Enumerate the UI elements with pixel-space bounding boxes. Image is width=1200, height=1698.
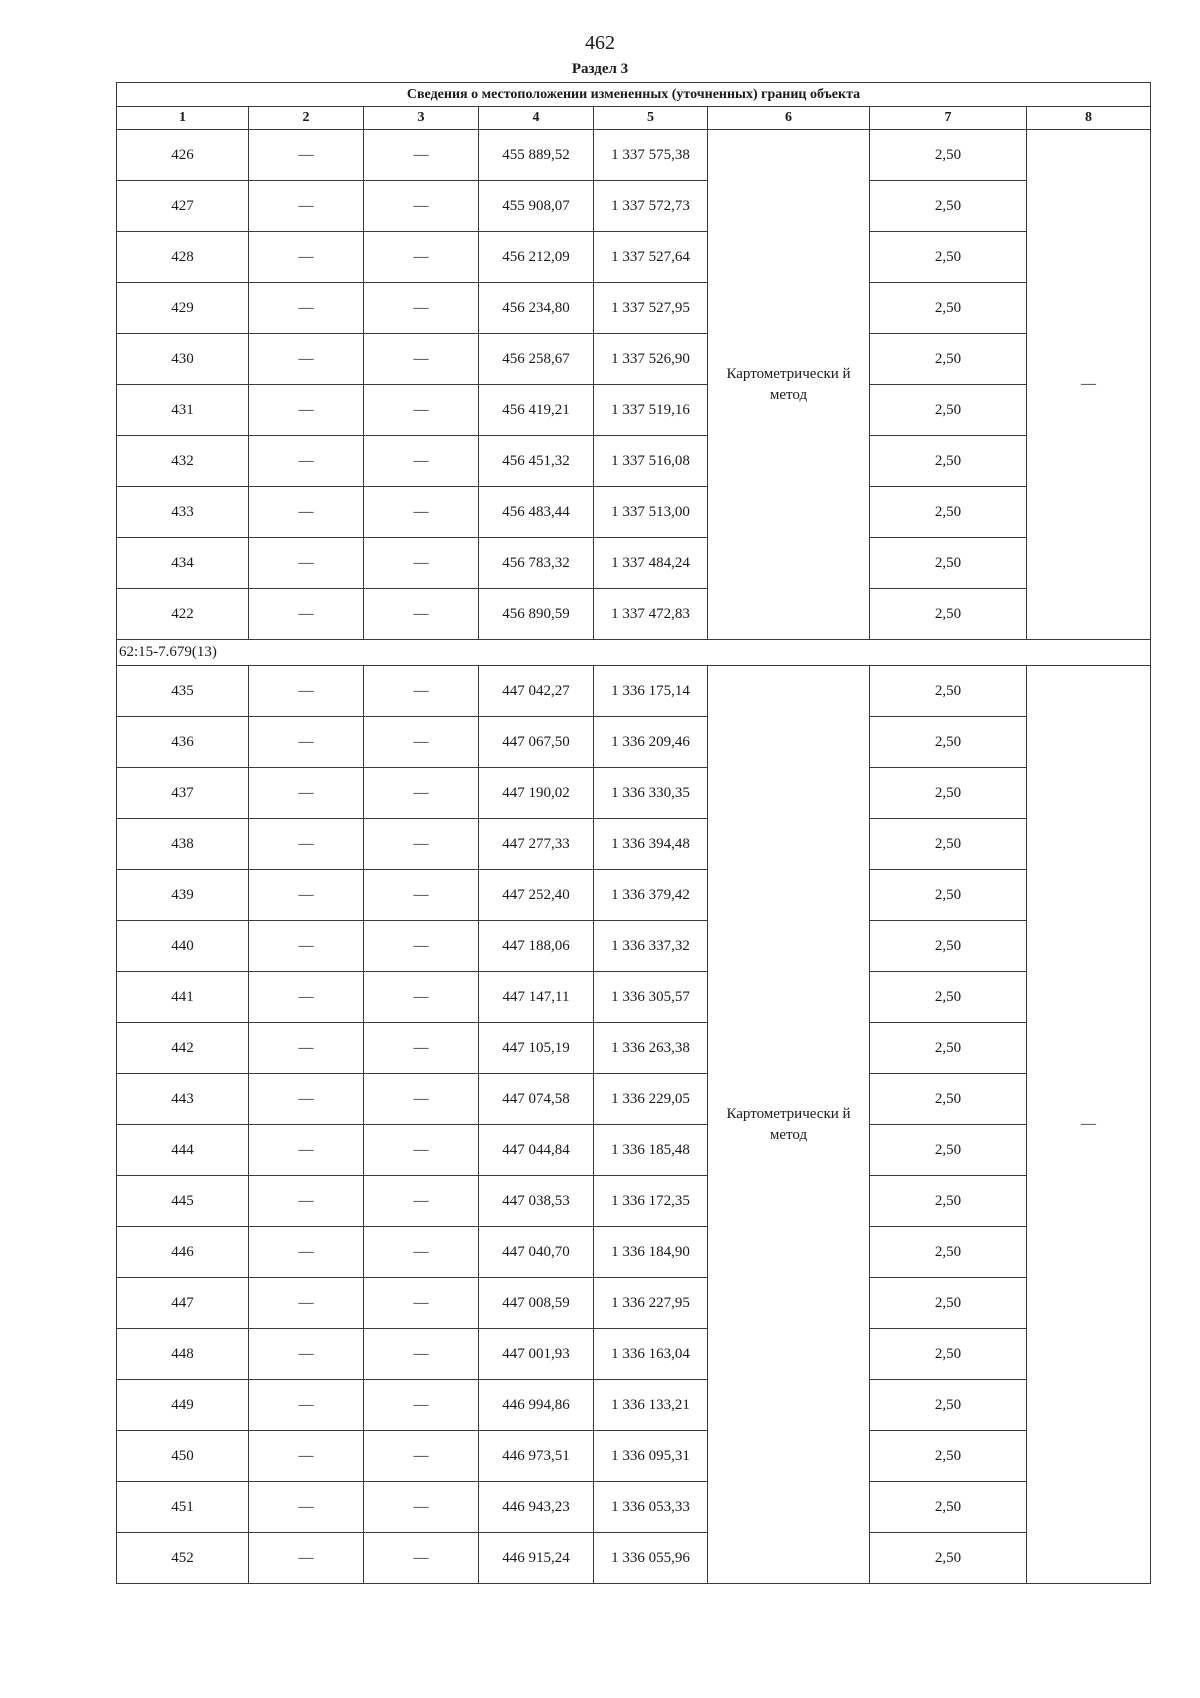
col2-dash: — [249, 921, 364, 972]
coordinate-x: 447 001,93 [479, 1329, 594, 1380]
table-row [117, 1278, 1151, 1329]
coordinate-x: 456 258,67 [479, 334, 594, 385]
table-row [117, 589, 1151, 640]
col2-dash: — [249, 487, 364, 538]
col3-dash: — [364, 334, 479, 385]
accuracy-value: 2,50 [870, 921, 1027, 972]
col3-dash: — [364, 1227, 479, 1278]
point-number: 437 [117, 768, 249, 819]
point-number: 449 [117, 1380, 249, 1431]
column-number-row [117, 107, 1151, 130]
col3-dash: — [364, 232, 479, 283]
table-row [117, 130, 1151, 181]
col2-dash: — [249, 666, 364, 717]
column-number: 3 [364, 107, 479, 130]
coordinate-y: 1 337 575,38 [594, 130, 708, 181]
col3-dash: — [364, 1482, 479, 1533]
col3-dash: — [364, 870, 479, 921]
coordinate-x: 447 190,02 [479, 768, 594, 819]
point-number: 442 [117, 1023, 249, 1074]
table-row [117, 666, 1151, 717]
coordinate-x: 446 994,86 [479, 1380, 594, 1431]
coordinate-x: 447 105,19 [479, 1023, 594, 1074]
col2-dash: — [249, 1176, 364, 1227]
column-number: 4 [479, 107, 594, 130]
coordinate-x: 455 908,07 [479, 181, 594, 232]
accuracy-value: 2,50 [870, 589, 1027, 640]
point-number: 450 [117, 1431, 249, 1482]
point-number: 431 [117, 385, 249, 436]
table-row [117, 1482, 1151, 1533]
coordinate-x: 456 234,80 [479, 283, 594, 334]
col2-dash: — [249, 232, 364, 283]
table-row [117, 1125, 1151, 1176]
accuracy-value: 2,50 [870, 1074, 1027, 1125]
point-number: 448 [117, 1329, 249, 1380]
coordinate-x: 455 889,52 [479, 130, 594, 181]
method-cell: Картометрически й метод [708, 666, 870, 1584]
table-caption: Сведения о местоположении измененных (уточненных) границ объекта [117, 83, 1151, 107]
accuracy-value: 2,50 [870, 717, 1027, 768]
point-number: 438 [117, 819, 249, 870]
col3-dash: — [364, 717, 479, 768]
coordinate-y: 1 336 379,42 [594, 870, 708, 921]
accuracy-value: 2,50 [870, 1533, 1027, 1584]
table-row [117, 487, 1151, 538]
col3-dash: — [364, 487, 479, 538]
table-row [117, 1074, 1151, 1125]
coordinate-y: 1 336 227,95 [594, 1278, 708, 1329]
coordinate-x: 447 067,50 [479, 717, 594, 768]
col8-dash: — [1027, 130, 1151, 640]
col2-dash: — [249, 181, 364, 232]
accuracy-value: 2,50 [870, 1023, 1027, 1074]
table-row [117, 1380, 1151, 1431]
table-row [117, 717, 1151, 768]
accuracy-value: 2,50 [870, 487, 1027, 538]
col3-dash: — [364, 1074, 479, 1125]
coordinate-y: 1 336 055,96 [594, 1533, 708, 1584]
point-number: 444 [117, 1125, 249, 1176]
section-title: Раздел 3 [571, 61, 629, 77]
table-row [117, 538, 1151, 589]
coordinate-y: 1 336 305,57 [594, 972, 708, 1023]
coordinate-y: 1 337 513,00 [594, 487, 708, 538]
table-row [117, 181, 1151, 232]
table-row [117, 921, 1151, 972]
accuracy-value: 2,50 [870, 130, 1027, 181]
table-row [117, 768, 1151, 819]
col3-dash: — [364, 1431, 479, 1482]
point-number: 446 [117, 1227, 249, 1278]
col2-dash: — [249, 1329, 364, 1380]
coordinate-x: 446 943,23 [479, 1482, 594, 1533]
accuracy-value: 2,50 [870, 819, 1027, 870]
table-row [117, 232, 1151, 283]
col3-dash: — [364, 921, 479, 972]
col3-dash: — [364, 666, 479, 717]
coordinate-y: 1 336 394,48 [594, 819, 708, 870]
col3-dash: — [364, 589, 479, 640]
accuracy-value: 2,50 [870, 666, 1027, 717]
accuracy-value: 2,50 [870, 870, 1027, 921]
coordinate-x: 447 040,70 [479, 1227, 594, 1278]
coordinate-x: 446 915,24 [479, 1533, 594, 1584]
col2-dash: — [249, 870, 364, 921]
coordinate-x: 456 890,59 [479, 589, 594, 640]
column-number: 2 [249, 107, 364, 130]
coordinate-y: 1 336 175,14 [594, 666, 708, 717]
table-row [117, 283, 1151, 334]
point-number: 430 [117, 334, 249, 385]
col3-dash: — [364, 436, 479, 487]
point-number: 433 [117, 487, 249, 538]
coordinate-y: 1 336 163,04 [594, 1329, 708, 1380]
table-row [117, 972, 1151, 1023]
coordinate-y: 1 336 263,38 [594, 1023, 708, 1074]
accuracy-value: 2,50 [870, 1176, 1027, 1227]
coordinate-x: 447 277,33 [479, 819, 594, 870]
point-number: 434 [117, 538, 249, 589]
col3-dash: — [364, 1380, 479, 1431]
col2-dash: — [249, 1227, 364, 1278]
col2-dash: — [249, 130, 364, 181]
point-number: 447 [117, 1278, 249, 1329]
coordinate-x: 447 038,53 [479, 1176, 594, 1227]
table-row [117, 1329, 1151, 1380]
accuracy-value: 2,50 [870, 385, 1027, 436]
column-number: 8 [1027, 107, 1151, 130]
point-number: 432 [117, 436, 249, 487]
col3-dash: — [364, 130, 479, 181]
coordinate-y: 1 336 209,46 [594, 717, 708, 768]
accuracy-value: 2,50 [870, 436, 1027, 487]
accuracy-value: 2,50 [870, 1125, 1027, 1176]
coordinate-y: 1 336 095,31 [594, 1431, 708, 1482]
coordinate-y: 1 336 184,90 [594, 1227, 708, 1278]
coordinate-y: 1 336 185,48 [594, 1125, 708, 1176]
col3-dash: — [364, 1278, 479, 1329]
column-number: 1 [117, 107, 249, 130]
table-row [117, 385, 1151, 436]
col2-dash: — [249, 436, 364, 487]
col2-dash: — [249, 1482, 364, 1533]
accuracy-value: 2,50 [870, 1431, 1027, 1482]
coordinate-y: 1 337 472,83 [594, 589, 708, 640]
coordinate-x: 447 044,84 [479, 1125, 594, 1176]
col2-dash: — [249, 589, 364, 640]
col3-dash: — [364, 283, 479, 334]
coordinate-y: 1 337 572,73 [594, 181, 708, 232]
col2-dash: — [249, 972, 364, 1023]
point-number: 426 [117, 130, 249, 181]
point-number: 435 [117, 666, 249, 717]
col3-dash: — [364, 385, 479, 436]
col2-dash: — [249, 819, 364, 870]
col2-dash: — [249, 717, 364, 768]
accuracy-value: 2,50 [870, 334, 1027, 385]
coordinate-x: 447 042,27 [479, 666, 594, 717]
accuracy-value: 2,50 [870, 283, 1027, 334]
caption-row [117, 83, 1151, 107]
point-number: 443 [117, 1074, 249, 1125]
column-number: 7 [870, 107, 1027, 130]
table-row [117, 334, 1151, 385]
boundary-table [116, 82, 1151, 1584]
coordinate-y: 1 336 330,35 [594, 768, 708, 819]
coordinate-x: 456 419,21 [479, 385, 594, 436]
coordinate-x: 447 252,40 [479, 870, 594, 921]
accuracy-value: 2,50 [870, 181, 1027, 232]
accuracy-value: 2,50 [870, 1380, 1027, 1431]
col2-dash: — [249, 1431, 364, 1482]
parcel-number: 62:15-7.679(13) [117, 640, 1151, 666]
accuracy-value: 2,50 [870, 1482, 1027, 1533]
point-number: 445 [117, 1176, 249, 1227]
col3-dash: — [364, 1329, 479, 1380]
coordinate-y: 1 336 337,32 [594, 921, 708, 972]
coordinate-x: 447 147,11 [479, 972, 594, 1023]
coordinate-y: 1 337 527,64 [594, 232, 708, 283]
col3-dash: — [364, 972, 479, 1023]
column-number: 5 [594, 107, 708, 130]
table-row [117, 1023, 1151, 1074]
column-number: 6 [708, 107, 870, 130]
parcel-group-row [117, 640, 1151, 666]
accuracy-value: 2,50 [870, 538, 1027, 589]
accuracy-value: 2,50 [870, 972, 1027, 1023]
point-number: 451 [117, 1482, 249, 1533]
point-number: 452 [117, 1533, 249, 1584]
table-row [117, 1431, 1151, 1482]
col2-dash: — [249, 283, 364, 334]
point-number: 440 [117, 921, 249, 972]
col2-dash: — [249, 768, 364, 819]
col3-dash: — [364, 768, 479, 819]
col8-dash: — [1027, 666, 1151, 1584]
point-number: 439 [117, 870, 249, 921]
coordinate-x: 447 074,58 [479, 1074, 594, 1125]
col3-dash: — [364, 1125, 479, 1176]
col2-dash: — [249, 1023, 364, 1074]
coordinate-y: 1 336 172,35 [594, 1176, 708, 1227]
col2-dash: — [249, 1074, 364, 1125]
coordinate-y: 1 337 519,16 [594, 385, 708, 436]
accuracy-value: 2,50 [870, 768, 1027, 819]
table-row [117, 1533, 1151, 1584]
col2-dash: — [249, 1278, 364, 1329]
point-number: 436 [117, 717, 249, 768]
table-row [117, 819, 1151, 870]
point-number: 429 [117, 283, 249, 334]
coordinate-y: 1 336 053,33 [594, 1482, 708, 1533]
coordinate-x: 447 188,06 [479, 921, 594, 972]
accuracy-value: 2,50 [870, 232, 1027, 283]
col2-dash: — [249, 385, 364, 436]
page-number: 462 [585, 32, 615, 54]
point-number: 428 [117, 232, 249, 283]
method-cell: Картометрически й метод [708, 130, 870, 640]
table-row [117, 436, 1151, 487]
coordinate-x: 447 008,59 [479, 1278, 594, 1329]
table-row [117, 1176, 1151, 1227]
col3-dash: — [364, 181, 479, 232]
col2-dash: — [249, 1380, 364, 1431]
coordinate-y: 1 336 229,05 [594, 1074, 708, 1125]
accuracy-value: 2,50 [870, 1329, 1027, 1380]
coordinate-x: 456 483,44 [479, 487, 594, 538]
point-number: 427 [117, 181, 249, 232]
coordinate-x: 446 973,51 [479, 1431, 594, 1482]
col2-dash: — [249, 334, 364, 385]
col2-dash: — [249, 1533, 364, 1584]
col2-dash: — [249, 538, 364, 589]
coordinate-y: 1 337 516,08 [594, 436, 708, 487]
coordinate-y: 1 337 526,90 [594, 334, 708, 385]
col3-dash: — [364, 819, 479, 870]
col3-dash: — [364, 1176, 479, 1227]
accuracy-value: 2,50 [870, 1278, 1027, 1329]
col2-dash: — [249, 1125, 364, 1176]
col3-dash: — [364, 538, 479, 589]
table-row [117, 870, 1151, 921]
point-number: 422 [117, 589, 249, 640]
accuracy-value: 2,50 [870, 1227, 1027, 1278]
table-body [117, 83, 1151, 1584]
coordinate-x: 456 451,32 [479, 436, 594, 487]
col3-dash: — [364, 1533, 479, 1584]
coordinate-y: 1 336 133,21 [594, 1380, 708, 1431]
col3-dash: — [364, 1023, 479, 1074]
point-number: 441 [117, 972, 249, 1023]
coordinate-y: 1 337 484,24 [594, 538, 708, 589]
coordinate-y: 1 337 527,95 [594, 283, 708, 334]
coordinate-x: 456 212,09 [479, 232, 594, 283]
coordinate-x: 456 783,32 [479, 538, 594, 589]
table-row [117, 1227, 1151, 1278]
